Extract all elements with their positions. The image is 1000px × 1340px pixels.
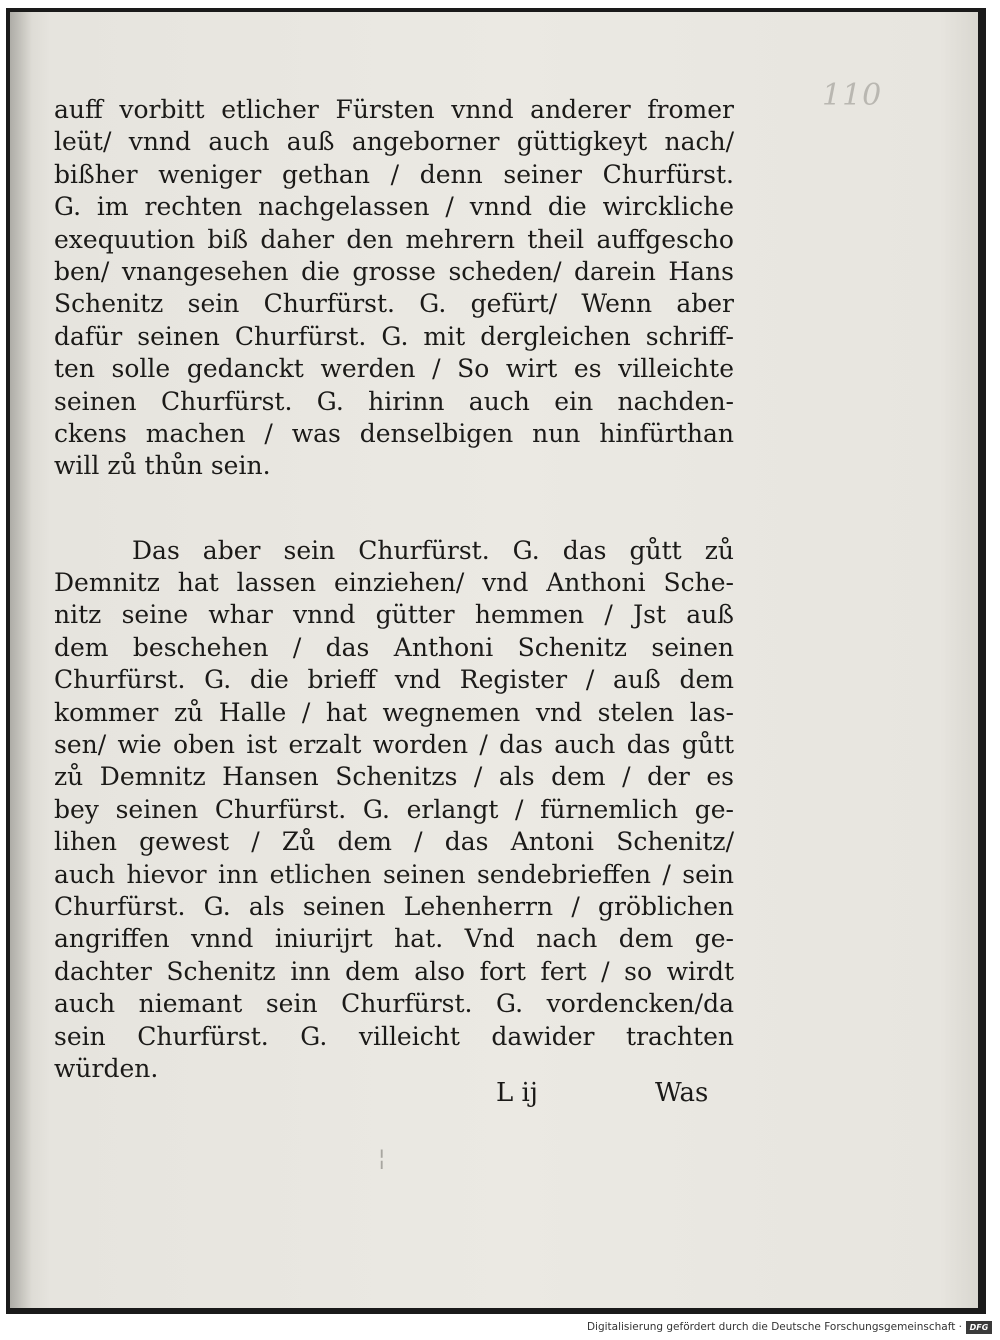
text-line: dachter Schenitz inn dem also fort fert / so wirdt [54, 956, 734, 986]
text-line: will zů thůn sein. [54, 451, 271, 481]
text-line: ckens machen / was denselbigen nun hinfürthan [54, 418, 734, 448]
text-line: Churfürst. G. die brieff vnd Register / auß dem [54, 665, 734, 695]
text-line: G. im rechten nachgelassen / vnnd die wirckliche [54, 192, 734, 222]
text-line: kommer zů Halle / hat wegnemen vnd stelen las- [54, 697, 734, 727]
folio-number: 110 [822, 78, 883, 113]
text-line: dem beschehen / das Anthoni Schenitz seinen [54, 632, 734, 662]
text-line: lihen gewest / Zů dem / das Antoni Schenitz/ [54, 827, 734, 857]
text-line: Demnitz hat lassen einziehen/ vnd Anthoni Sche- [54, 568, 734, 598]
body-text [54, 94, 734, 1085]
stray-mark: ¦ [378, 1146, 386, 1171]
text-line: Das aber sein Churfürst. G. das gůtt zů [132, 535, 734, 565]
text-line: exequution biß daher den mehrern theil auffgescho [54, 224, 734, 254]
text-line: ben/ vnangesehen die grosse scheden/ darein Hans [54, 256, 734, 286]
catchword: Was [655, 1078, 709, 1108]
text-line: auch hievor inn etlichen seinen sendebrieffen / sein [54, 859, 734, 889]
paragraph-2 [54, 535, 734, 1086]
signature-mark: L ij [496, 1078, 538, 1108]
text-line: angriffen vnnd iniurijrt hat. Vnd nach dem ge- [54, 924, 734, 954]
paragraph-1 [54, 94, 734, 483]
text-line: zů Demnitz Hansen Schenitzs / als dem / der es [54, 762, 734, 792]
text-line: bey seinen Churfürst. G. erlangt / fürnemlich ge- [54, 794, 734, 824]
text-line: würden. [54, 1053, 159, 1083]
text-line: sein Churfürst. G. villeicht dawider trachten [54, 1021, 734, 1051]
text-line: Churfürst. G. als seinen Lehenherrn / gröblichen [54, 891, 734, 921]
text-line: seinen Churfürst. G. hirinn auch ein nachden- [54, 386, 734, 416]
text-line: auch niemant sein Churfürst. G. vordencken/da [54, 989, 734, 1019]
text-line: bißher weniger gethan / denn seiner Churfürst. [54, 159, 734, 189]
gutter-shadow [10, 12, 32, 1308]
paragraph-gap [54, 483, 734, 535]
text-line: nitz seine whar vnnd gütter hemmen / Jst auß [54, 600, 734, 630]
digitization-credit: Digitalisierung gefördert durch die Deutsche Forschungsgemeinschaft · [586, 1321, 962, 1333]
text-line: Schenitz sein Churfürst. G. gefürt/ Wenn aber [54, 289, 734, 319]
text-line: dafür seinen Churfürst. G. mit dergleichen schriff- [54, 321, 734, 351]
text-line: ten solle gedanckt werden / So wirt es villeichte [54, 354, 734, 384]
text-line: sen/ wie oben ist erzalt worden / das auch das gůtt [54, 730, 734, 760]
text-line: auff vorbitt etlicher Fürsten vnnd anderer fromer [54, 95, 734, 124]
text-line: leüt/ vnnd auch auß angeborner güttigkeyt nach/ [54, 127, 734, 157]
dfg-logo: DFG [966, 1321, 992, 1334]
